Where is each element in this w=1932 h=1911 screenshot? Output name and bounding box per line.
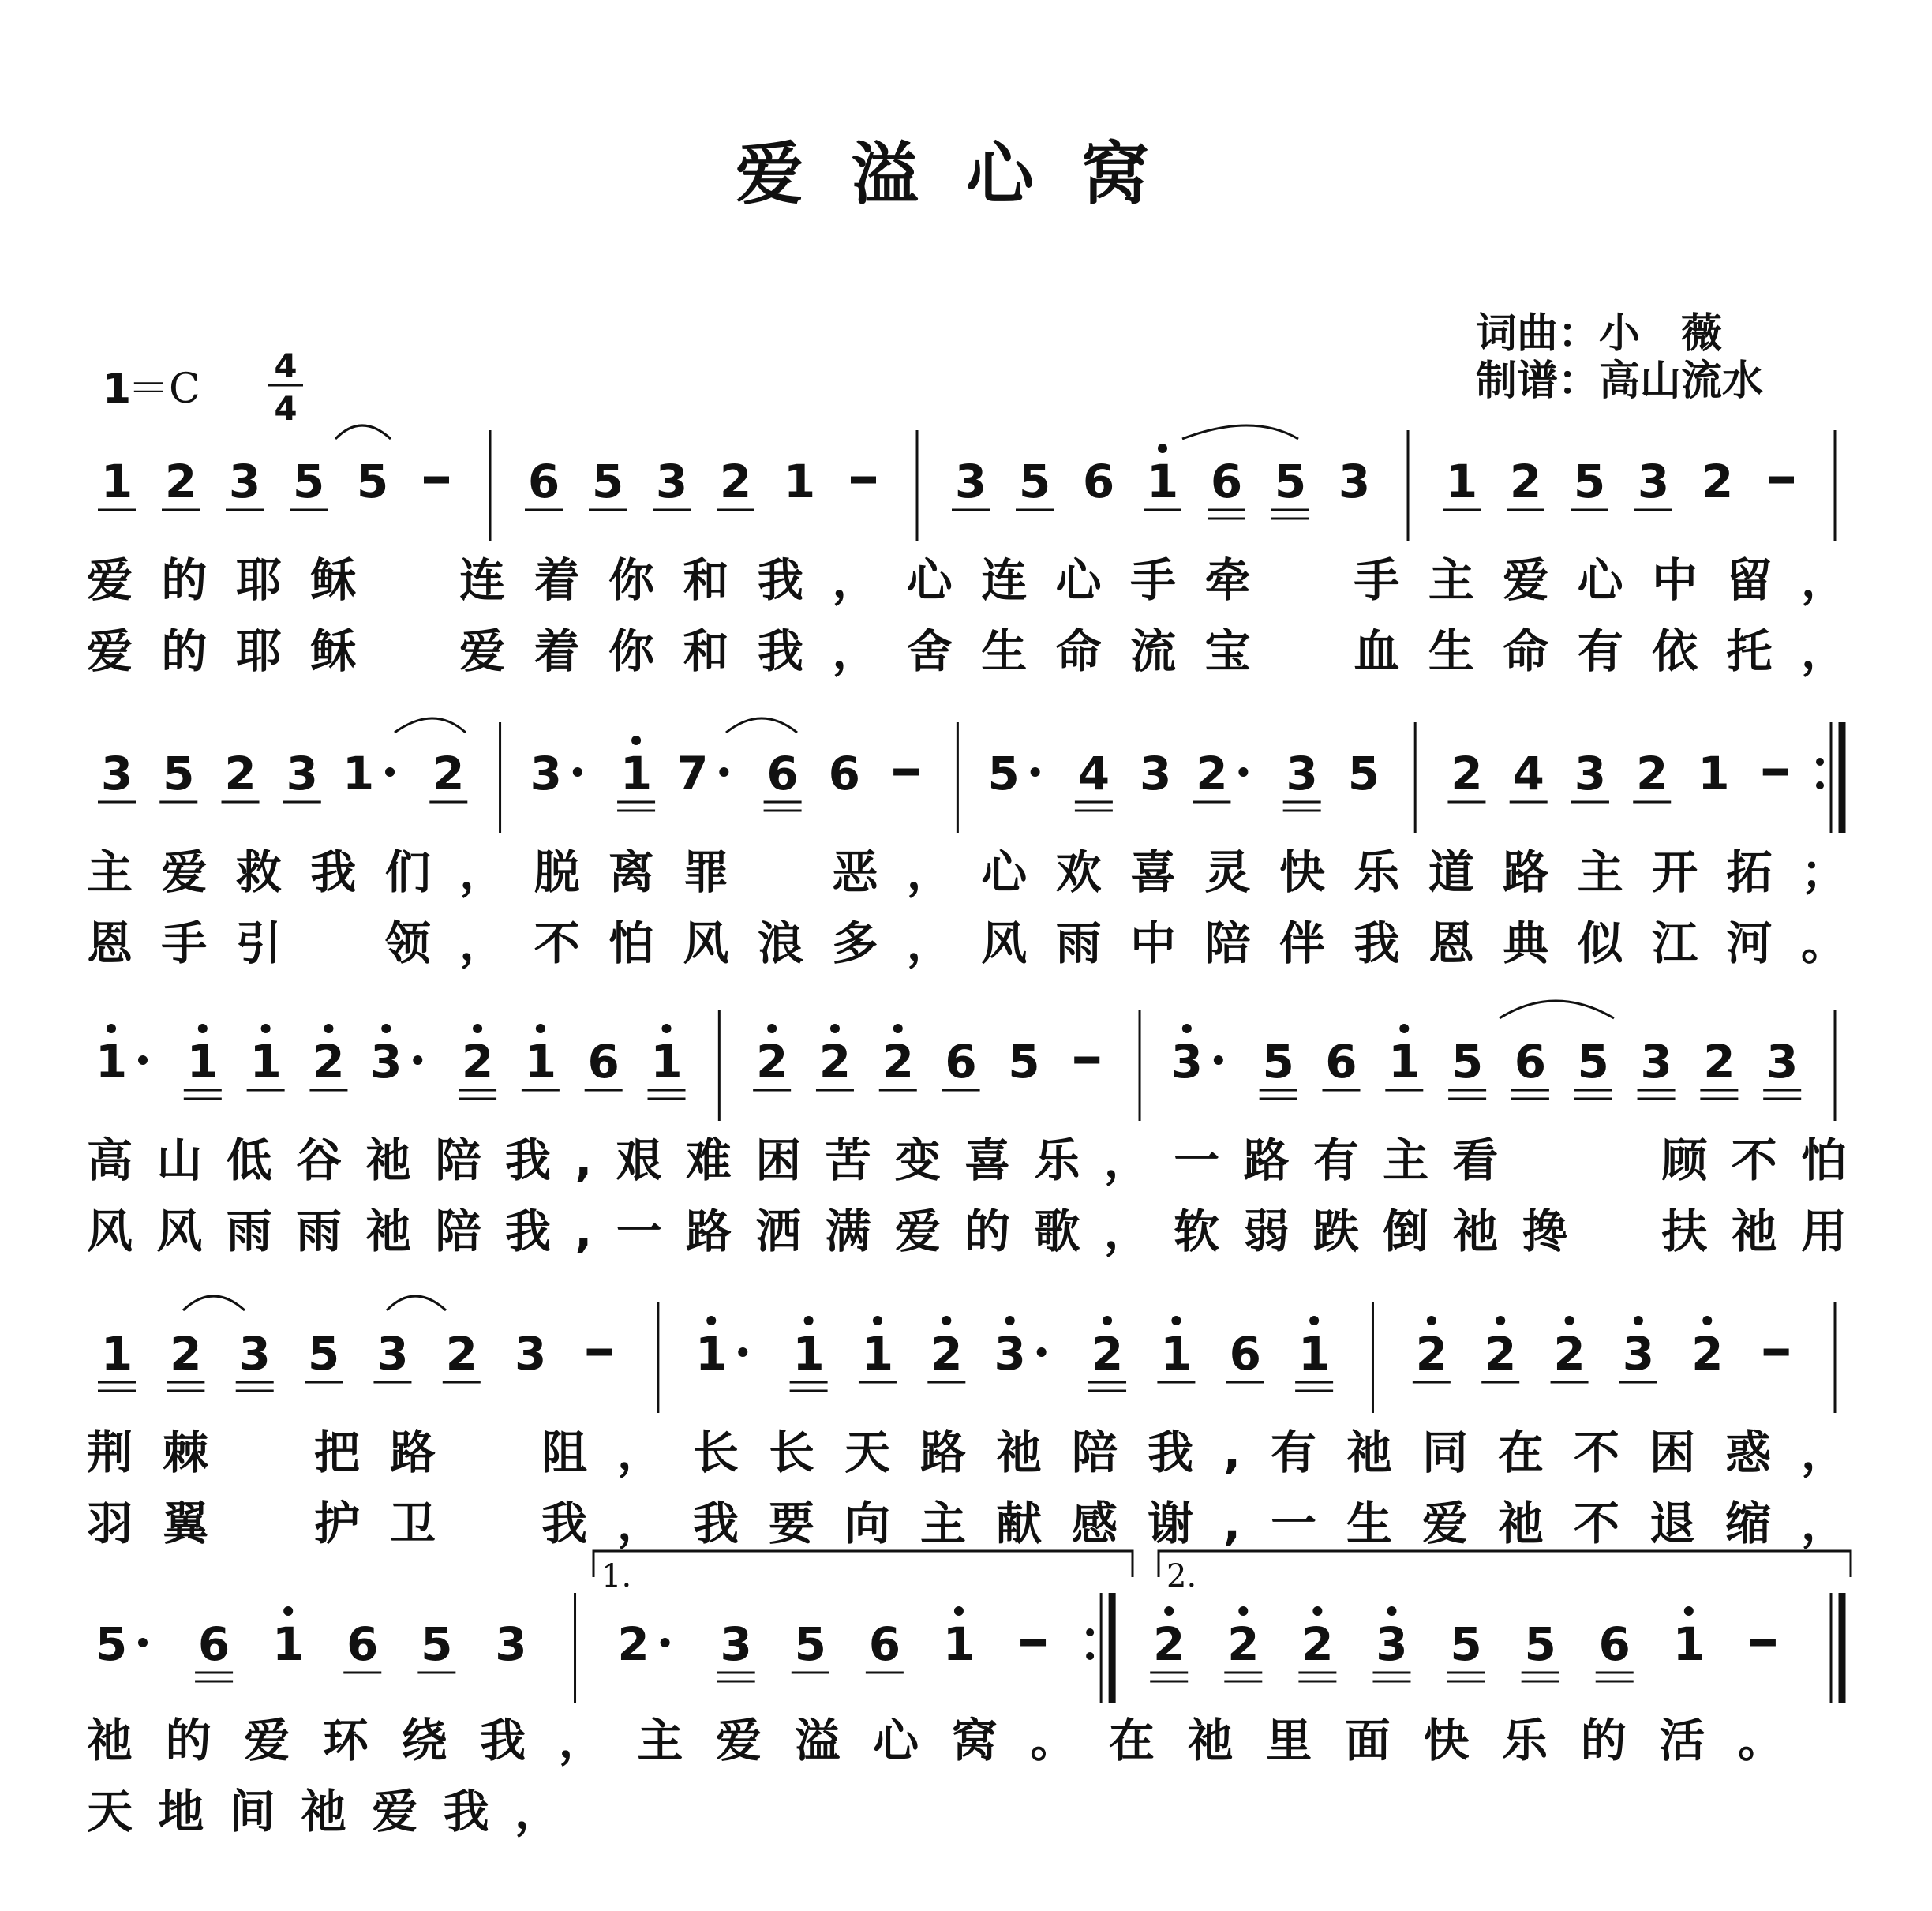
- note: 2: [1227, 1617, 1260, 1671]
- note: 2: [719, 455, 752, 508]
- note: 2: [432, 747, 465, 800]
- note: 2: [1703, 1035, 1735, 1089]
- octave-dot: [1182, 1024, 1192, 1033]
- octave-dot: [261, 1024, 271, 1033]
- slur: [1500, 1001, 1614, 1018]
- note: 3: [1338, 455, 1371, 508]
- note: 1: [186, 1035, 219, 1089]
- note: 2: [1509, 455, 1542, 508]
- lyric-line: 主爱救我们，脱离罪 恶，心欢喜灵快乐道路主开拓；: [87, 845, 1847, 899]
- key-signature-degree: 1: [103, 365, 132, 413]
- note: 6: [1082, 455, 1115, 508]
- note: 5: [1018, 455, 1051, 508]
- note: 3: [994, 1327, 1026, 1381]
- note: 1: [1445, 455, 1478, 508]
- volta-brackets: [593, 1551, 1851, 1594]
- note: 6: [1514, 1035, 1547, 1089]
- augmentation-dot: [1214, 1055, 1223, 1065]
- note: 1: [1698, 747, 1730, 800]
- note: 3: [370, 1035, 402, 1089]
- note: 2: [930, 1327, 963, 1381]
- repeat-dot: [1086, 1628, 1094, 1636]
- note: 6: [828, 747, 861, 800]
- note: 2: [224, 747, 256, 800]
- augmentation-dot: [138, 1055, 148, 1065]
- notation-row-4: [98, 1302, 1835, 1413]
- note: 2: [755, 1035, 788, 1089]
- note: 4: [1512, 747, 1544, 800]
- note: 3: [1376, 1617, 1408, 1671]
- octave-dot: [830, 1024, 840, 1033]
- note: 1: [783, 455, 816, 508]
- octave-dot: [1702, 1316, 1712, 1325]
- note: 3: [228, 455, 261, 508]
- note: 6: [1598, 1617, 1631, 1671]
- lyric-line: 爱的耶稣 连着你和我，心连心手牵 手主爱心中留，: [87, 553, 1847, 607]
- note: 2: [1553, 1327, 1586, 1381]
- note: 1: [650, 1035, 683, 1089]
- notation-row-5: [95, 1593, 1842, 1703]
- note: 3: [1170, 1035, 1204, 1089]
- octave-dot: [536, 1024, 545, 1033]
- lyricist-composer-credit: 词曲：小 薇: [1476, 310, 1723, 358]
- octave-dot: [1005, 1316, 1015, 1325]
- octave-dot: [1684, 1606, 1694, 1616]
- note: 1: [342, 747, 375, 800]
- note: 3: [1766, 1035, 1799, 1089]
- repeat-dot: [1816, 781, 1824, 789]
- augmentation-dot: [738, 1347, 747, 1357]
- octave-dot: [942, 1316, 951, 1325]
- notation-row-1: [98, 430, 1835, 541]
- note: 2: [164, 455, 197, 508]
- note: 3: [1640, 1035, 1672, 1089]
- note: 6: [587, 1035, 620, 1089]
- note: 5: [292, 455, 325, 508]
- note: 1: [620, 747, 653, 800]
- note: 1: [524, 1035, 557, 1089]
- note: 5: [1573, 455, 1606, 508]
- octave-dot: [1103, 1316, 1112, 1325]
- note: 5: [1524, 1617, 1556, 1671]
- octave-dot: [473, 1024, 482, 1033]
- octave-dot: [631, 736, 641, 745]
- volta-label-2: 2.: [1166, 1558, 1197, 1594]
- octave-dot: [804, 1316, 814, 1325]
- slur: [1182, 425, 1298, 439]
- note: 2: [461, 1035, 494, 1089]
- octave-dot: [283, 1606, 293, 1616]
- octave-dot: [893, 1024, 903, 1033]
- transcriber-credit: 制谱：高山流水: [1476, 358, 1764, 405]
- note: 3: [655, 455, 688, 508]
- note: 1: [100, 455, 133, 508]
- octave-dot: [198, 1024, 208, 1033]
- octave-dot: [706, 1316, 716, 1325]
- note: 5: [1347, 747, 1380, 800]
- slur: [183, 1296, 245, 1310]
- volta-label-1: 1.: [601, 1558, 632, 1594]
- note: 5: [794, 1617, 826, 1671]
- note: 6: [1325, 1035, 1357, 1089]
- note: 2: [1153, 1617, 1185, 1671]
- note: 3: [954, 455, 987, 508]
- note: 1: [792, 1327, 825, 1381]
- octave-dot: [324, 1024, 333, 1033]
- note: 4: [1077, 747, 1110, 800]
- lyric-line: 祂的爱环绕我，主爱溢心窝。在祂里面快乐的活。: [87, 1714, 1784, 1767]
- octave-dot: [767, 1024, 777, 1033]
- note: 2: [313, 1035, 345, 1089]
- note: 3: [376, 1327, 409, 1381]
- note: 2: [882, 1035, 914, 1089]
- augmentation-dot: [385, 767, 395, 777]
- octave-dot: [1171, 1316, 1181, 1325]
- note: 3: [1286, 747, 1318, 800]
- augmentation-dot: [1031, 767, 1040, 777]
- note: 5: [307, 1327, 340, 1381]
- octave-dot: [1387, 1606, 1396, 1616]
- note: 1: [1160, 1327, 1193, 1381]
- note: 3: [1637, 455, 1670, 508]
- note: 2: [1301, 1617, 1334, 1671]
- note: 2: [818, 1035, 852, 1089]
- octave-dot: [107, 1024, 116, 1033]
- note: 2: [170, 1327, 202, 1381]
- lyric-line: 风风雨雨祂陪我,一路洒满爱的歌，软弱跌倒祂搀 扶祂用: [87, 1205, 1847, 1258]
- note: 1: [1672, 1617, 1705, 1671]
- repeat-dot: [1086, 1652, 1094, 1660]
- note: 5: [356, 455, 389, 508]
- note: 5: [1577, 1035, 1609, 1089]
- octave-dot: [1634, 1316, 1643, 1325]
- note: 2: [617, 1617, 650, 1671]
- note: 2: [1451, 747, 1483, 800]
- note: 5: [591, 455, 624, 508]
- note: 1: [942, 1617, 975, 1671]
- note: 5: [1008, 1035, 1040, 1089]
- note: 3: [1574, 747, 1607, 800]
- note: 2: [1091, 1327, 1124, 1381]
- slur: [335, 425, 391, 439]
- octave-dot: [1565, 1316, 1574, 1325]
- note: 3: [720, 1617, 752, 1671]
- octave-dot: [662, 1024, 672, 1033]
- note: 6: [766, 747, 799, 800]
- note: 3: [286, 747, 318, 800]
- note: 5: [95, 1617, 128, 1671]
- notation-row-2: [98, 722, 1842, 833]
- repeat-dot: [1816, 758, 1824, 766]
- time-signature-top: 4: [274, 347, 298, 385]
- note: 2: [1701, 455, 1734, 508]
- note: 5: [1274, 455, 1307, 508]
- lyric-line: 羽翼 护卫 我，我要向主献感谢,一生爱祂不退缩，: [87, 1497, 1848, 1550]
- augmentation-dot: [719, 767, 728, 777]
- note: 3: [238, 1327, 271, 1381]
- augmentation-dot: [138, 1638, 148, 1647]
- note: 1: [249, 1035, 282, 1089]
- key-signature: ＝C: [128, 365, 200, 413]
- note: 1: [1146, 455, 1179, 508]
- note: 1: [100, 1327, 133, 1381]
- note: 6: [527, 455, 560, 508]
- octave-dot: [1238, 1606, 1248, 1616]
- slur: [387, 1296, 446, 1310]
- note: 6: [868, 1617, 901, 1671]
- note: 6: [1210, 455, 1243, 508]
- note: 2: [445, 1327, 477, 1381]
- lyric-line: 爱的耶稣 爱着你和我，舍生命流宝 血生命有依托，: [87, 624, 1847, 678]
- note: 3: [1139, 747, 1172, 800]
- note: 1: [271, 1617, 305, 1671]
- note: 5: [421, 1617, 453, 1671]
- octave-dot: [1399, 1024, 1409, 1033]
- octave-dot: [1309, 1316, 1319, 1325]
- octave-dot: [1158, 444, 1167, 453]
- song-title: 爱溢心窝: [736, 135, 1196, 214]
- note: 6: [945, 1035, 977, 1089]
- octave-dot: [381, 1024, 391, 1033]
- note: 5: [163, 747, 195, 800]
- note: 6: [1229, 1327, 1261, 1381]
- slur: [726, 718, 797, 733]
- note: 7: [676, 747, 709, 800]
- note: 3: [1622, 1327, 1655, 1381]
- augmentation-dot: [413, 1055, 422, 1065]
- octave-dot: [1427, 1316, 1436, 1325]
- note: 1: [861, 1327, 894, 1381]
- lyric-line: 荆棘 把路 阻，长长天路祂陪我,有祂同在不困惑，: [87, 1426, 1848, 1479]
- note: 1: [1388, 1035, 1421, 1089]
- note: 1: [95, 1035, 128, 1089]
- note: 2: [1691, 1327, 1724, 1381]
- slur: [395, 718, 466, 733]
- augmentation-dot: [661, 1638, 670, 1647]
- note: 3: [495, 1617, 527, 1671]
- note: 3: [514, 1327, 547, 1381]
- time-signature-bottom: 4: [274, 389, 298, 428]
- note: 2: [1196, 747, 1228, 800]
- note: 6: [197, 1617, 230, 1671]
- octave-dot: [1312, 1606, 1322, 1616]
- notation-row-3: [95, 1010, 1835, 1121]
- volta-bracket-2: [1159, 1551, 1851, 1577]
- octave-dot: [1164, 1606, 1174, 1616]
- octave-dot: [1496, 1316, 1505, 1325]
- lyric-line: 天地间祂爱我，: [87, 1785, 560, 1838]
- note: 6: [346, 1617, 379, 1671]
- note: 5: [1262, 1035, 1294, 1089]
- note: 5: [1450, 1617, 1482, 1671]
- note: 2: [1485, 1327, 1517, 1381]
- augmentation-dot: [1238, 767, 1248, 777]
- note: 3: [530, 747, 562, 800]
- note: 2: [1636, 747, 1668, 800]
- note: 1: [695, 1327, 728, 1381]
- octave-dot: [873, 1316, 882, 1325]
- note: 2: [1415, 1327, 1448, 1381]
- lyric-line: 高山低谷祂陪我,艰难困苦变喜乐，一路有主看 顾不怕: [87, 1133, 1847, 1187]
- octave-dot: [954, 1606, 964, 1616]
- lyric-line: 恩手引 领，不怕风浪多，风雨中陪伴我恩典似江河。: [87, 916, 1847, 970]
- augmentation-dot: [573, 767, 582, 777]
- note: 5: [987, 747, 1020, 800]
- note: 5: [1451, 1035, 1484, 1089]
- note: 3: [100, 747, 133, 800]
- note: 1: [1297, 1327, 1331, 1381]
- augmentation-dot: [1037, 1347, 1046, 1357]
- volta-bracket-1: [593, 1551, 1133, 1577]
